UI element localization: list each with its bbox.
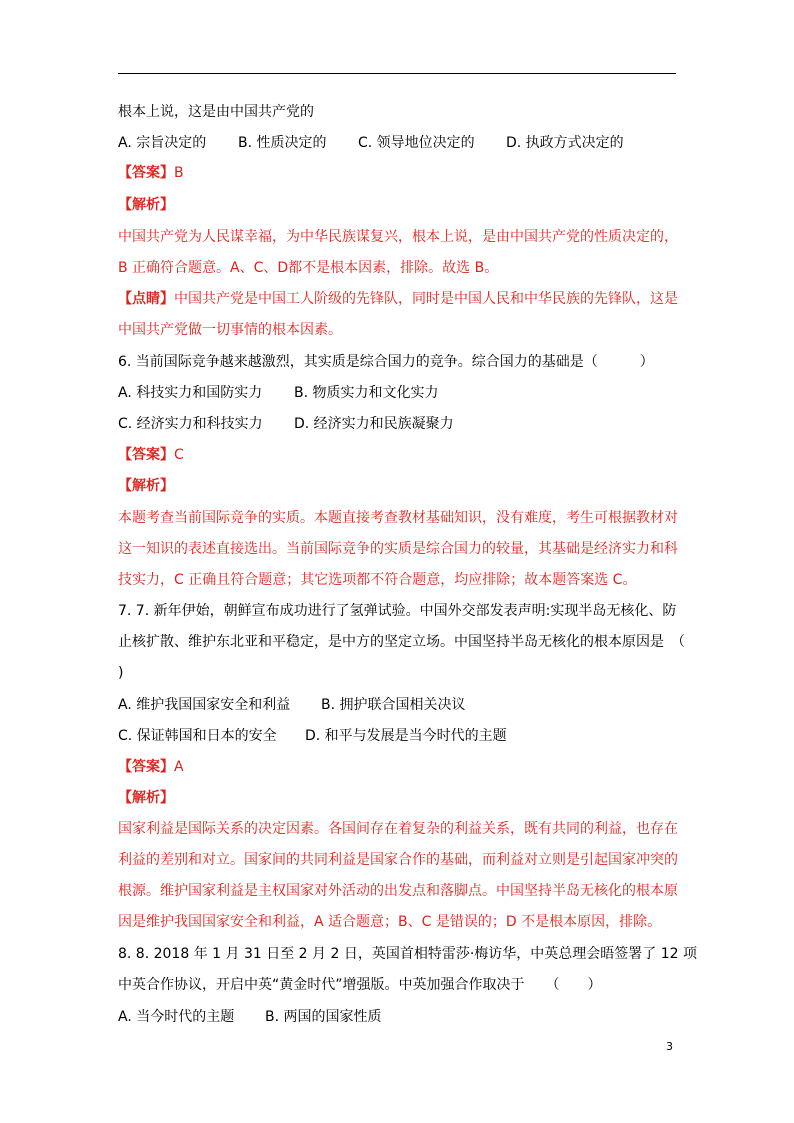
point-line — [118, 289, 678, 309]
analysis-line: 本题考查当前国际竞争的实质。本题直接考查教材基础知识，没有难度，考生可根据教材对 — [118, 510, 678, 526]
option-b: B. 物质实力和文化实力 — [294, 385, 439, 401]
analysis-tag: 【解析】 — [118, 478, 174, 494]
option-b: B. 性质决定的 — [238, 135, 327, 151]
analysis-tag: 【解析】 — [118, 790, 174, 806]
question-stem: 8. 8. 2018 年 1 月 31 日至 2 月 2 日，英国首相特雷莎·梅访华，中英总理会晤签署了 12 项 — [118, 946, 697, 962]
point-line: 中国共产党做一切事情的根本因素。 — [118, 322, 342, 338]
analysis-line: 根源。维护国家利益是主权国家对外活动的出发点和落脚点。中国坚持半岛无核化的根本原 — [118, 883, 678, 899]
option-d: D. 和平与发展是当今时代的主题 — [305, 728, 507, 744]
answer-value: C — [174, 447, 184, 463]
question-stem: 中英合作协议，开启中英“黄金时代”增强版。中英加强合作取决于 （ ） — [118, 977, 602, 993]
option-row — [118, 414, 454, 434]
question-stem: 7. 7. 新年伊始，朝鲜宣布成功进行了氢弹试验。中国外交部发表声明:实现半岛无核化、防 — [118, 603, 677, 619]
answer-line — [118, 757, 184, 777]
analysis-line: 这一知识的表述直接选出。当前国际竞争的实质是综合国力的较量，其基础是经济实力和科 — [118, 541, 678, 557]
analysis-tag: 【解析】 — [118, 197, 174, 213]
question-stem: ) — [118, 665, 124, 681]
option-a: A. 宗旨决定的 — [118, 135, 207, 151]
option-row — [118, 383, 439, 403]
option-row — [118, 133, 624, 153]
analysis-line: 因是维护我国国家安全和利益，A 适合题意；B、C 是错误的；D 不是根本原因，排除。 — [118, 914, 662, 930]
analysis-line: 技实力，C 正确且符合题意；其它选项都不符合题意，均应排除；故本题答案选 C。 — [118, 572, 637, 588]
question-stem: 6. 当前国际竞争越来越激烈，其实质是综合国力的竞争。综合国力的基础是（ ） — [118, 354, 654, 370]
point-tag: 【点睛】 — [118, 291, 174, 307]
option-a: A. 科技实力和国防实力 — [118, 385, 263, 401]
option-c: C. 保证韩国和日本的安全 — [118, 728, 277, 744]
answer-value: A — [174, 759, 184, 775]
option-d: D. 执政方式决定的 — [506, 135, 624, 151]
question-stem: 止核扩散、维护东北亚和平稳定，是中方的坚定立场。中国坚持半岛无核化的根本原因是 （ — [118, 634, 685, 650]
question-stem: 根本上说，这是由中国共产党的 — [118, 104, 314, 120]
answer-line — [118, 445, 184, 465]
page-number: 3 — [666, 1040, 673, 1053]
answer-value: B — [174, 165, 184, 181]
option-b: B. 拥护联合国相关决议 — [321, 697, 466, 713]
analysis-line: 国家利益是国际关系的决定因素。各国间存在着复杂的利益关系，既有共同的利益，也存在 — [118, 821, 678, 837]
analysis-line: B 正确符合题意。A、C、D都不是根本因素，排除。故选 B。 — [118, 260, 499, 276]
option-row — [118, 726, 507, 746]
point-text: 中国共产党是中国工人阶级的先锋队，同时是中国人民和中华民族的先锋队，这是 — [174, 291, 678, 307]
option-c: C. 领导地位决定的 — [358, 135, 475, 151]
answer-line — [118, 163, 184, 183]
option-b: B. 两国的国家性质 — [265, 1009, 382, 1025]
option-row — [118, 1007, 382, 1027]
option-row — [118, 695, 466, 715]
analysis-line: 中国共产党为人民谋幸福，为中华民族谋复兴，根本上说，是由中国共产党的性质决定的， — [118, 229, 678, 245]
answer-tag: 【答案】 — [118, 165, 174, 181]
header-rule — [118, 73, 676, 74]
answer-tag: 【答案】 — [118, 447, 174, 463]
option-d: D. 经济实力和民族凝聚力 — [294, 416, 454, 432]
analysis-line: 利益的差别和对立。国家间的共同利益是国家合作的基础，而利益对立则是引起国家冲突的 — [118, 852, 678, 868]
option-a: A. 当今时代的主题 — [118, 1009, 235, 1025]
option-c: C. 经济实力和科技实力 — [118, 416, 263, 432]
option-a: A. 维护我国国家安全和利益 — [118, 697, 291, 713]
answer-tag: 【答案】 — [118, 759, 174, 775]
